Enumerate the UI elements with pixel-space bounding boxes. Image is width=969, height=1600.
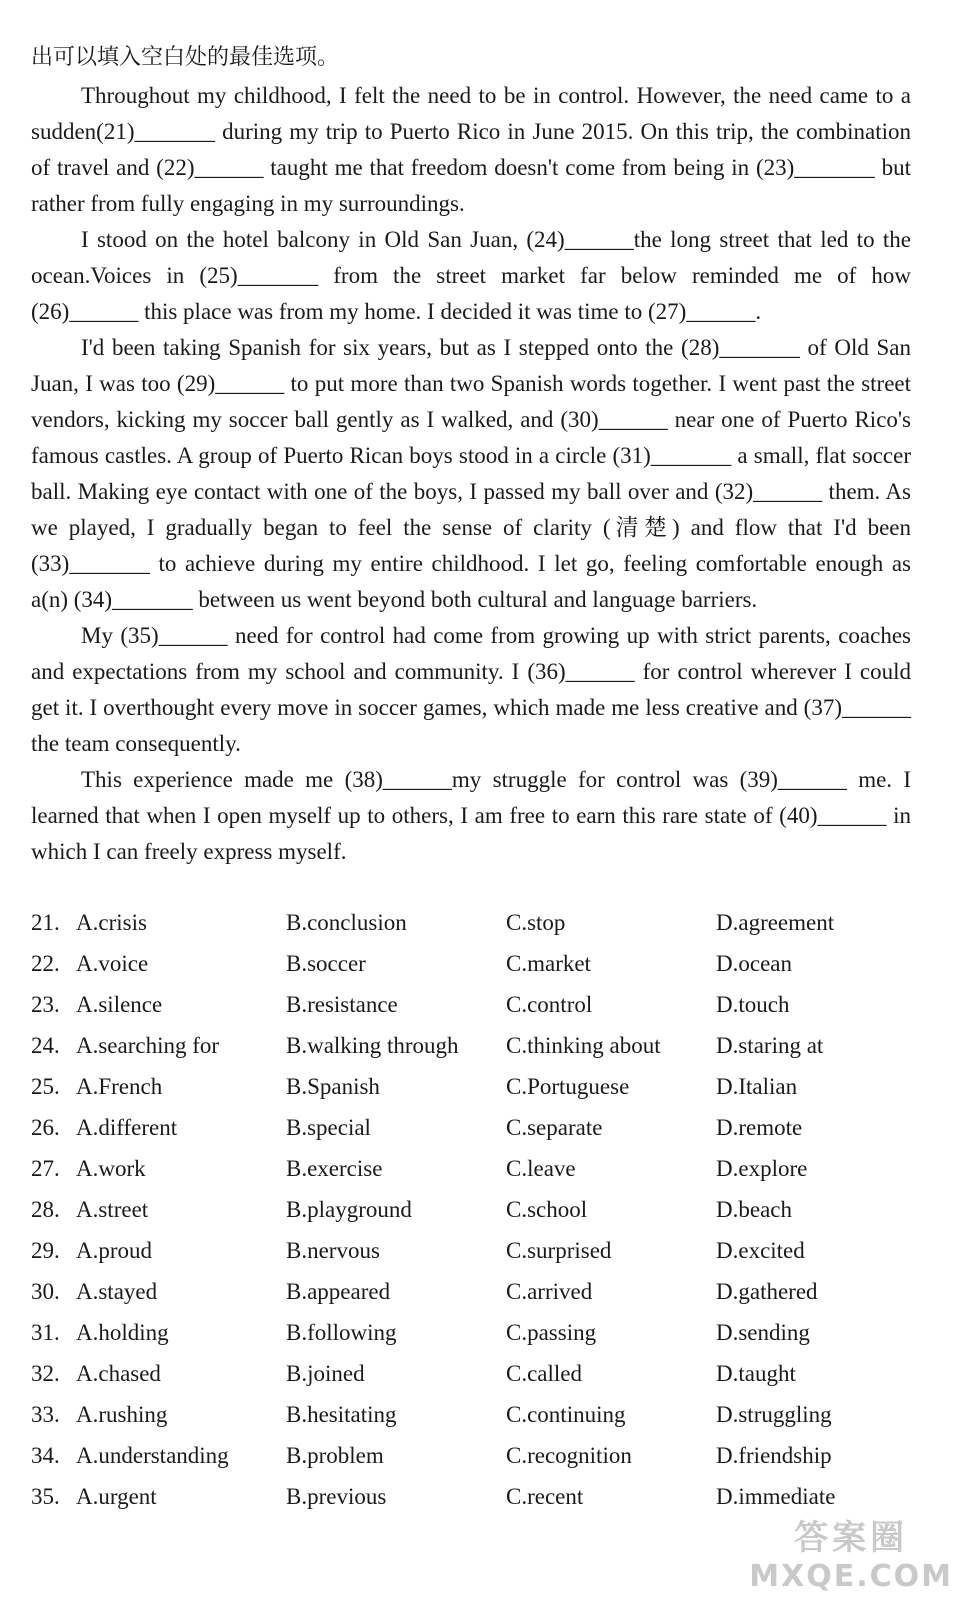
option-b: B.joined: [286, 1360, 365, 1386]
option-b: B.exercise: [286, 1155, 383, 1181]
option-d: D.staring at: [716, 1032, 824, 1058]
option-b: B.Spanish: [286, 1073, 380, 1099]
option-c: C.control: [506, 991, 593, 1017]
question-number: 21.: [31, 909, 60, 935]
question-row: [31, 1271, 931, 1312]
option-a: A.different: [76, 1114, 178, 1140]
question-row: [31, 1230, 931, 1271]
option-b: B.soccer: [286, 950, 366, 976]
question-number: 34.: [31, 1442, 60, 1468]
option-d: D.sending: [716, 1319, 810, 1345]
option-b: B.special: [286, 1114, 371, 1140]
option-a: A.proud: [76, 1237, 153, 1263]
option-a: A.holding: [76, 1319, 169, 1345]
option-b: B.hesitating: [286, 1401, 397, 1427]
option-a: A.street: [76, 1196, 149, 1222]
question-number: 29.: [31, 1237, 60, 1263]
option-c: C.called: [506, 1360, 582, 1386]
option-d: D.excited: [716, 1237, 805, 1263]
question-number: 24.: [31, 1032, 60, 1058]
question-number: 28.: [31, 1196, 60, 1222]
option-c: C.passing: [506, 1319, 597, 1345]
option-d: D.taught: [716, 1360, 796, 1386]
instruction-text: 出可以填入空白处的最佳选项。: [31, 45, 340, 70]
paragraph-2: I stood on the hotel balcony in Old San Juan, (24)______the long street that led to the ocean.Voices in (25)_______ from the street market far below reminded me of how (26)______ this place was from my home. I decided it was time to (27)______.: [31, 227, 911, 324]
option-d: D.gathered: [716, 1278, 818, 1304]
option-d: D.remote: [716, 1114, 803, 1140]
question-row: [31, 1066, 931, 1107]
option-c: C.market: [506, 950, 591, 976]
option-d: D.agreement: [716, 909, 835, 935]
option-c: C.continuing: [506, 1401, 626, 1427]
question-number: 23.: [31, 991, 60, 1017]
option-b: B.previous: [286, 1483, 387, 1509]
question-row: [31, 1148, 931, 1189]
question-number: 32.: [31, 1360, 60, 1386]
option-a: A.silence: [76, 991, 163, 1017]
question-row: [31, 1025, 931, 1066]
option-c: C.surprised: [506, 1237, 612, 1263]
question-number: 26.: [31, 1114, 60, 1140]
option-d: D.Italian: [716, 1073, 798, 1099]
option-c: C.separate: [506, 1114, 603, 1140]
paragraph-5: This experience made me (38)______my struggle for control was (39)______ me. I learned that when I open myself up to others, I am free to earn this rare state of (40)______ in which I can freely express myself.: [31, 767, 911, 864]
option-a: A.chased: [76, 1360, 161, 1386]
question-row: [31, 943, 931, 984]
option-d: D.ocean: [716, 950, 792, 976]
option-a: A.urgent: [76, 1483, 157, 1509]
option-d: D.explore: [716, 1155, 808, 1181]
question-row: [31, 1394, 931, 1435]
option-b: B.problem: [286, 1442, 384, 1468]
option-c: C.thinking about: [506, 1032, 661, 1058]
question-row: [31, 1312, 931, 1353]
paragraph-4: My (35)______ need for control had come from growing up with strict parents, coaches and expectations from my school and community. I (36)______ for control wherever I could get it. I overthought every move in soccer games, which made me less creative and (37)______ the team consequently.: [31, 623, 911, 756]
option-c: C.stop: [506, 909, 566, 935]
option-a: A.work: [76, 1155, 146, 1181]
option-d: D.touch: [716, 991, 790, 1017]
option-b: B.conclusion: [286, 909, 407, 935]
option-d: D.struggling: [716, 1401, 832, 1427]
option-c: C.recognition: [506, 1442, 632, 1468]
option-d: D.beach: [716, 1196, 792, 1222]
question-row: [31, 984, 931, 1025]
option-c: C.recent: [506, 1483, 584, 1509]
option-b: B.resistance: [286, 991, 398, 1017]
watermark-en: MXQE.COM: [749, 1559, 953, 1594]
option-a: A.crisis: [76, 909, 147, 935]
question-number: 31.: [31, 1319, 60, 1345]
option-d: D.friendship: [716, 1442, 832, 1468]
option-a: A.searching for: [76, 1032, 220, 1058]
watermark-logo: [749, 1510, 953, 1594]
option-b: B.playground: [286, 1196, 412, 1222]
option-a: A.understanding: [76, 1442, 229, 1468]
question-number: 25.: [31, 1073, 60, 1099]
question-number: 35.: [31, 1483, 60, 1509]
answer-options: [31, 902, 931, 1517]
watermark-cn: 答案圈: [794, 1518, 909, 1558]
option-b: B.nervous: [286, 1237, 380, 1263]
option-b: B.appeared: [286, 1278, 391, 1304]
question-row: [31, 1353, 931, 1394]
option-a: A.French: [76, 1073, 163, 1099]
question-number: 27.: [31, 1155, 60, 1181]
option-c: C.leave: [506, 1155, 576, 1181]
option-b: B.walking through: [286, 1032, 459, 1058]
question-row: [31, 902, 931, 943]
paragraph-1: Throughout my childhood, I felt the need to be in control. However, the need came to a sudden(21)_______ during my trip to Puerto Rico in June 2015. On this trip, the combination of travel and (22)______ taught me that freedom doesn't come from being in (23)_______ but rather from fully engaging in my surroundings.: [31, 83, 911, 216]
option-a: A.rushing: [76, 1401, 168, 1427]
passage: [31, 40, 911, 870]
paragraph-3: I'd been taking Spanish for six years, but as I stepped onto the (28)_______ of Old San Juan, I was too (29)______ to put more than two Spanish words together. I went past the street vendors, kicking my soccer ball gently as I walked, and (30)______ near one of Puerto Rico's famous castles. A group of Puerto Rican boys stood in a circle (31)_______ a small, flat soccer ball. Making eye contact with one of the boys, I passed my ball over and (32)______ them. As we played, I gradually began to feel the sense of clarity (清楚) and flow that I'd been (33)_______ to achieve during my entire childhood. I let go, feeling comfortable enough as a(n) (34)_______ between us went beyond both cultural and language barriers.: [31, 335, 911, 612]
option-c: C.Portuguese: [506, 1073, 630, 1099]
option-c: C.arrived: [506, 1278, 593, 1304]
option-a: A.voice: [76, 950, 149, 976]
question-number: 22.: [31, 950, 60, 976]
option-a: A.stayed: [76, 1278, 158, 1304]
question-number: 30.: [31, 1278, 60, 1304]
option-b: B.following: [286, 1319, 397, 1345]
question-row: [31, 1189, 931, 1230]
option-c: C.school: [506, 1196, 588, 1222]
question-number: 33.: [31, 1401, 60, 1427]
question-row: [31, 1435, 931, 1476]
option-d: D.immediate: [716, 1483, 836, 1509]
question-row: [31, 1107, 931, 1148]
